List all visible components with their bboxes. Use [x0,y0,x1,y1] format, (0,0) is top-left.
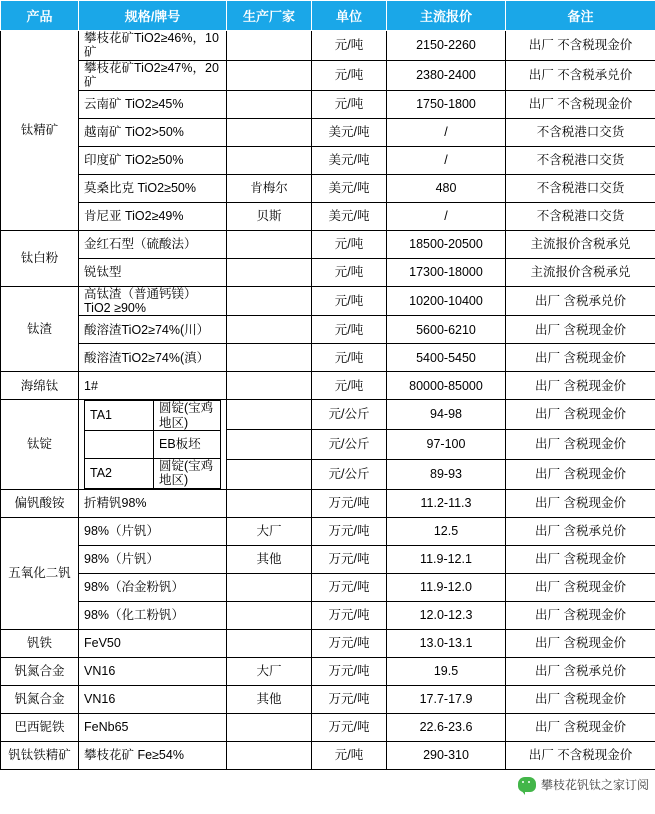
spec-cell: 攀枝花矿 Fe≥54% [79,741,227,769]
price-cell: 12.0-12.3 [387,601,506,629]
product-group-label: 钛白粉 [1,230,79,286]
unit-cell: 元/吨 [312,90,387,118]
table-row [1,344,655,372]
spec-cell: FeNb65 [79,713,227,741]
spec-cell: 印度矿 TiO2≥50% [79,146,227,174]
spec-cell: 1# [79,372,227,400]
grade-cell: TA2 [85,459,154,489]
product-group-label: 钛锭 [1,400,79,490]
product-group-label: 钛渣 [1,286,79,372]
table-row [1,230,655,258]
remark-cell: 出厂 不含税现金价 [506,90,655,118]
maker-cell [227,146,312,174]
maker-cell [227,118,312,146]
unit-cell: 万元/吨 [312,545,387,573]
wechat-subscription-label: 攀枝花钒钛之家订阅 [541,776,649,793]
maker-cell [227,230,312,258]
unit-cell: 元/吨 [312,344,387,372]
price-cell: 2150-2260 [387,31,506,61]
price-cell: 1750-1800 [387,90,506,118]
remark-cell: 出厂 不含税承兑价 [506,60,655,90]
price-cell: / [387,118,506,146]
table-row [1,657,655,685]
header-price: 主流报价 [387,1,506,31]
table-row [1,545,655,573]
spec-cell: 越南矿 TiO2>50% [79,118,227,146]
unit-cell: 元/吨 [312,741,387,769]
table-row [1,573,655,601]
unit-cell: 万元/吨 [312,573,387,601]
remark-cell: 出厂 不含税现金价 [506,31,655,61]
price-cell: 480 [387,174,506,202]
price-cell: 11.9-12.0 [387,573,506,601]
remark-cell: 出厂 含税现金价 [506,372,655,400]
maker-cell: 肯梅尔 [227,174,312,202]
price-cell: 10200-10400 [387,286,506,316]
product-group-label: 五氧化二钒 [1,517,79,629]
titanium-ingot-grade-block [79,400,227,490]
remark-cell: 出厂 含税现金价 [506,400,655,430]
header-remark: 备注 [506,1,655,31]
maker-cell [227,573,312,601]
unit-cell: 万元/吨 [312,657,387,685]
unit-cell: 元/吨 [312,31,387,61]
unit-cell: 美元/吨 [312,118,387,146]
spec-cell: 攀枝花矿TiO2≥47%，20矿 [79,60,227,90]
unit-cell: 元/吨 [312,372,387,400]
wechat-subscription-badge[interactable] [518,776,649,793]
price-cell: 17.7-17.9 [387,685,506,713]
remark-cell: 出厂 含税现金价 [506,573,655,601]
remark-cell: 出厂 含税现金价 [506,430,655,460]
unit-cell: 元/公斤 [312,459,387,489]
table-row [1,90,655,118]
grade-cell: TA1 [85,401,154,431]
spec-cell: 锐钛型 [79,258,227,286]
maker-cell [227,459,312,489]
remark-cell: 出厂 含税现金价 [506,713,655,741]
product-group-label: 钒铁 [1,629,79,657]
product-group-label: 钛精矿 [1,31,79,231]
maker-cell: 贝斯 [227,202,312,230]
price-cell: 94-98 [387,400,506,430]
table-row [1,31,655,61]
remark-cell: 出厂 不含税现金价 [506,741,655,769]
spec-cell: VN16 [79,657,227,685]
price-cell: 290-310 [387,741,506,769]
sub-spec-cell: 圆锭(宝鸡地区) [154,401,221,431]
maker-cell [227,489,312,517]
maker-cell [227,430,312,460]
table-row [1,286,655,316]
product-group-label: 海绵钛 [1,372,79,400]
table-row [1,258,655,286]
table-header-row [1,1,655,31]
sub-spec-cell: EB板坯 [154,431,221,459]
product-group-label: 钒氮合金 [1,685,79,713]
unit-cell: 元/吨 [312,230,387,258]
table-row [1,685,655,713]
remark-cell: 出厂 含税承兑价 [506,286,655,316]
table-row [1,202,655,230]
footer-band [0,770,655,814]
spec-cell: 金红石型（硫酸法） [79,230,227,258]
price-cell: 80000-85000 [387,372,506,400]
spec-cell: 折精钒98% [79,489,227,517]
table-row [1,174,655,202]
product-group-label: 偏钒酸铵 [1,489,79,517]
maker-cell [227,741,312,769]
spec-cell: 98%（片钒） [79,545,227,573]
spec-cell: FeV50 [79,629,227,657]
remark-cell: 出厂 含税现金价 [506,685,655,713]
table-row [1,601,655,629]
header-manufacturer: 生产厂家 [227,1,312,31]
table-row [1,629,655,657]
remark-cell: 出厂 含税现金价 [506,601,655,629]
header-unit: 单位 [312,1,387,31]
maker-cell [227,344,312,372]
unit-cell: 万元/吨 [312,629,387,657]
spec-cell: 攀枝花矿TiO2≥46%，10矿 [79,31,227,61]
price-cell: 17300-18000 [387,258,506,286]
maker-cell [227,629,312,657]
remark-cell: 不含税港口交货 [506,202,655,230]
spec-cell: VN16 [79,685,227,713]
unit-cell: 美元/吨 [312,202,387,230]
maker-cell [227,316,312,344]
unit-cell: 元/公斤 [312,400,387,430]
unit-cell: 美元/吨 [312,174,387,202]
table-row [1,372,655,400]
maker-cell: 大厂 [227,657,312,685]
product-group-label: 钒钛铁精矿 [1,741,79,769]
inner-row [85,401,221,431]
spec-cell: 98%（片钒） [79,517,227,545]
product-group-label: 钒氮合金 [1,657,79,685]
maker-cell [227,372,312,400]
price-cell: 11.9-12.1 [387,545,506,573]
maker-cell [227,601,312,629]
spec-cell: 云南矿 TiO2≥45% [79,90,227,118]
unit-cell: 元/公斤 [312,430,387,460]
table-row [1,60,655,90]
table-row [1,118,655,146]
price-cell: 12.5 [387,517,506,545]
sub-spec-cell: 圆锭(宝鸡地区) [154,459,221,489]
remark-cell: 出厂 含税现金价 [506,629,655,657]
wechat-icon [518,777,536,792]
unit-cell: 元/吨 [312,316,387,344]
remark-cell: 出厂 含税现金价 [506,459,655,489]
maker-cell [227,258,312,286]
remark-cell: 出厂 含税现金价 [506,545,655,573]
spec-cell: 莫桑比克 TiO2≥50% [79,174,227,202]
maker-cell [227,286,312,316]
inner-row [85,431,221,459]
maker-cell [227,90,312,118]
price-cell: 97-100 [387,430,506,460]
product-group-label: 巴西铌铁 [1,713,79,741]
header-product: 产品 [1,1,79,31]
maker-cell: 其他 [227,685,312,713]
maker-cell [227,400,312,430]
spec-cell: 98%（化工粉钒） [79,601,227,629]
remark-cell: 出厂 含税现金价 [506,316,655,344]
maker-cell: 大厂 [227,517,312,545]
inner-row [85,459,221,489]
unit-cell: 元/吨 [312,60,387,90]
header-spec: 规格/牌号 [79,1,227,31]
unit-cell: 万元/吨 [312,713,387,741]
table-row [1,316,655,344]
maker-cell: 其他 [227,545,312,573]
remark-cell: 主流报价含税承兑 [506,258,655,286]
table-row [1,517,655,545]
unit-cell: 万元/吨 [312,517,387,545]
table-row [1,713,655,741]
remark-cell: 出厂 含税承兑价 [506,657,655,685]
price-cell: 18500-20500 [387,230,506,258]
remark-cell: 出厂 含税现金价 [506,344,655,372]
price-cell: / [387,202,506,230]
table-row [1,146,655,174]
price-cell: 22.6-23.6 [387,713,506,741]
spec-cell: 肯尼亚 TiO2≥49% [79,202,227,230]
unit-cell: 万元/吨 [312,685,387,713]
spec-cell: 高钛渣（普通钙镁）TiO2 ≥90% [79,286,227,316]
grade-cell [85,431,154,459]
spec-cell: 酸溶渣TiO2≥74%(川） [79,316,227,344]
price-cell: 13.0-13.1 [387,629,506,657]
remark-cell: 出厂 含税现金价 [506,489,655,517]
titanium-ingot-inner-table [84,400,221,489]
table-row [1,741,655,769]
maker-cell [227,60,312,90]
price-cell: 89-93 [387,459,506,489]
price-cell: / [387,146,506,174]
maker-cell [227,31,312,61]
table-row [1,400,655,430]
price-cell: 5400-5450 [387,344,506,372]
spec-cell: 酸溶渣TiO2≥74%(滇） [79,344,227,372]
remark-cell: 主流报价含税承兑 [506,230,655,258]
price-cell: 5600-6210 [387,316,506,344]
price-cell: 2380-2400 [387,60,506,90]
unit-cell: 元/吨 [312,286,387,316]
unit-cell: 美元/吨 [312,146,387,174]
table-row [1,489,655,517]
remark-cell: 不含税港口交货 [506,118,655,146]
unit-cell: 万元/吨 [312,489,387,517]
price-cell: 11.2-11.3 [387,489,506,517]
spec-cell: 98%（冶金粉钒） [79,573,227,601]
remark-cell: 出厂 含税承兑价 [506,517,655,545]
unit-cell: 元/吨 [312,258,387,286]
unit-cell: 万元/吨 [312,601,387,629]
price-cell: 19.5 [387,657,506,685]
remark-cell: 不含税港口交货 [506,146,655,174]
remark-cell: 不含税港口交货 [506,174,655,202]
maker-cell [227,713,312,741]
